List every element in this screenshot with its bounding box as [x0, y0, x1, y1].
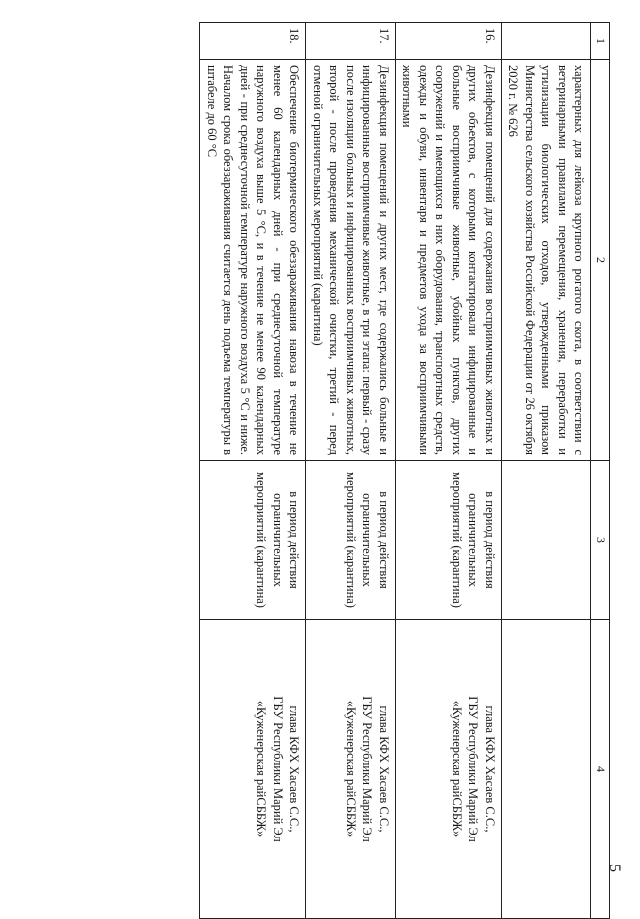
responsible-line: ГБУ Республики Марий Эл: [360, 696, 375, 842]
header-col-3: 3: [591, 461, 610, 620]
row-description: Дезинфекция помещений и других мест, где содержались больные и инфицированные восприимчивые животные, в три этапа: первый - сразу после изоляции больных и инфицированных восприимчивых животных, второй - после проведения механической очистки, третий - перед отменой ограничительных мероприятий (карантина): [306, 60, 396, 461]
row-term: в период действия ограничительных мероприятий (карантина): [395, 461, 501, 620]
row-term: [501, 461, 591, 620]
row-responsible: [395, 620, 501, 919]
table-header-row: [591, 23, 610, 919]
responsible-line: глава КФХ Хасаев С.С.,: [287, 705, 302, 833]
header-col-4: 4: [591, 620, 610, 919]
page-number: 5: [606, 864, 623, 872]
row-term: в период действия ограничительных мероприятий (карантина): [200, 461, 306, 620]
table-row: [501, 23, 591, 919]
row-number: 16.: [395, 23, 501, 60]
row-description: характерных для лейкоза крупного рогатого скота, в соответствии с ветеринарными правилами перемещения, хранения, переработки и утилизации биологических отходов, утвержденными приказом Министерства сельского хозяйства Российской Федерации от 26 октября 2020 г. № 626: [501, 60, 591, 461]
responsible-line: глава КФХ Хасаев С.С.,: [376, 705, 391, 833]
table-row: [395, 23, 501, 919]
responsible-line: «Куженерская райСББЖ»: [254, 700, 269, 838]
row-number: [501, 23, 591, 60]
responsible-line: ГБУ Республики Марий Эл: [270, 696, 285, 842]
row-responsible: [501, 620, 591, 919]
measures-table: [199, 22, 610, 919]
row-responsible: [306, 620, 396, 919]
header-col-1: 1: [591, 23, 610, 60]
table-row: [200, 23, 306, 919]
row-description: Обеспечение биотермического обеззараживания навоза в течение не менее 60 календарных дней - при среднесуточной температуре наружного воздуха выше 5 °С, и в течение не менее 90 календарных дней - при среднесуточной температуре наружного воздуха 5 °С и ниже. Началом срока обеззараживания считается день подъема температуры в штабеле до 60 °С: [200, 60, 306, 461]
responsible-line: «Куженерская райСББЖ»: [449, 700, 464, 838]
responsible-line: глава КФХ Хасаев С.С.,: [482, 705, 497, 833]
header-col-2: 2: [591, 60, 610, 461]
rotated-table-container: [50, 22, 610, 882]
row-number: 18.: [200, 23, 306, 60]
row-description: Дезинфекция помещений для содержания восприимчивых животных и других объектов, с которыми контактировали инфицированные и больные восприимчивые животные, убойных пунктов, других сооружений и имеющихся в них оборудования, транспортных средств, одежды и обуви, инвентаря и предметов ухода за восприимчивыми животными: [395, 60, 501, 461]
row-term: в период действия ограничительных мероприятий (карантина): [306, 461, 396, 620]
responsible-line: «Куженерская райСББЖ»: [343, 700, 358, 838]
responsible-line: ГБУ Республики Марий Эл: [466, 696, 481, 842]
table-row: [306, 23, 396, 919]
row-responsible: [200, 620, 306, 919]
row-number: 17.: [306, 23, 396, 60]
